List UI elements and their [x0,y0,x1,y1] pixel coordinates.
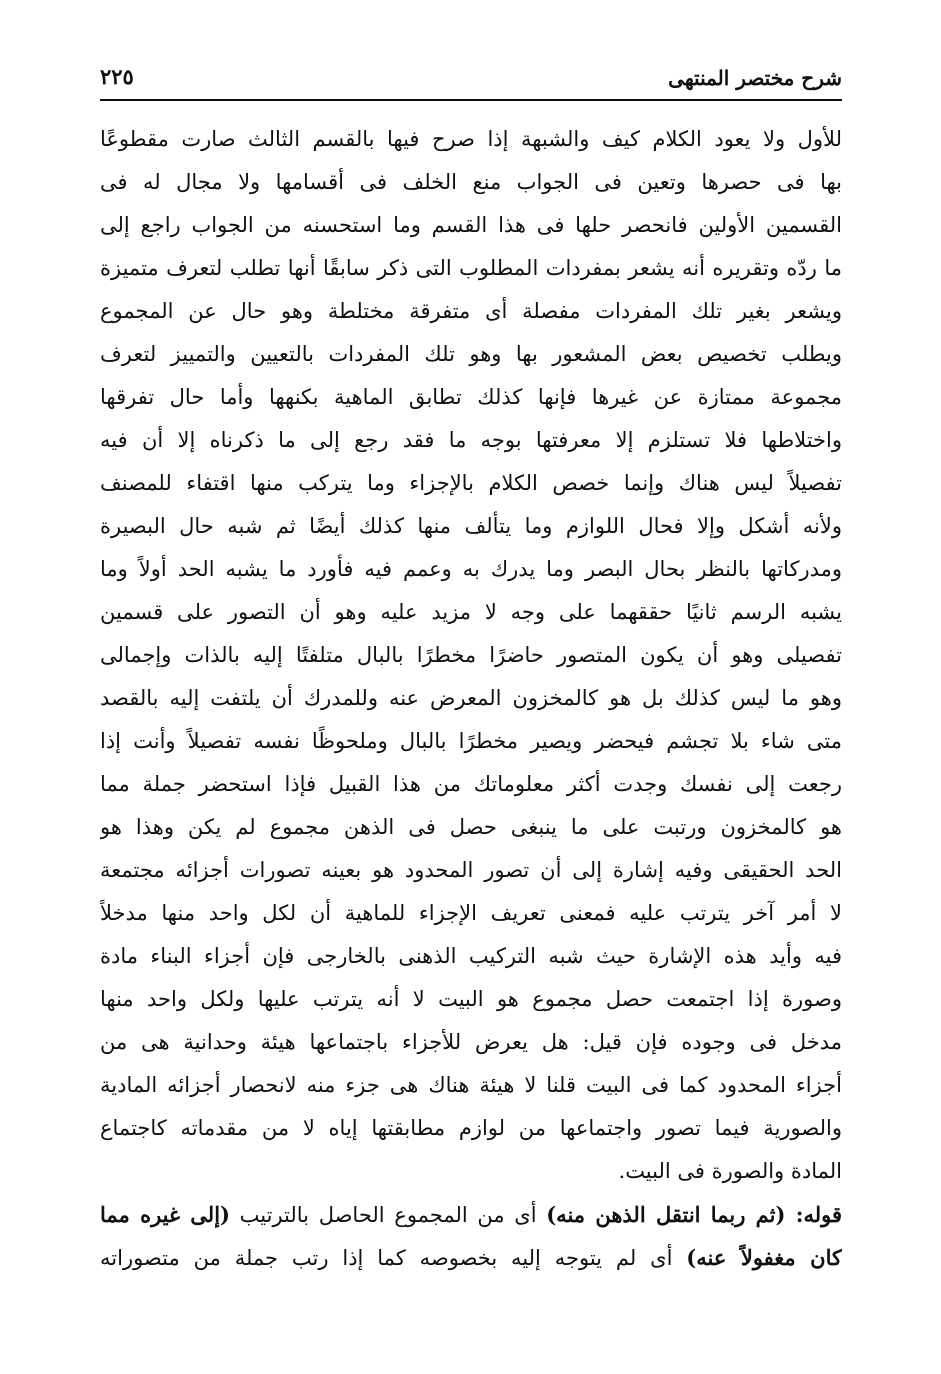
book-title: شرح مختصر المنتهى [668,66,842,90]
quoted-matn: (إلى غيره مما [100,1202,230,1227]
text-line: وهو ما ليس كذلك بل هو كالمخزون المعرض عنه وللمدرك أن يلتفت إليه بالقصد [100,686,842,710]
page-body [100,118,842,1279]
text-line: مدخل فى وجوده فإن قيل: هل يعرض للأجزاء باجتماعها هيئة وحدانية هى من [100,1030,842,1054]
text-line: بها فى حصرها وتعين فى الجواب منع الخلف فى أقسامها ولا مجال له فى [100,170,842,194]
text-line: ويطلب تخصيص بعض المشعور بها وهو تلك المفردات بالتعيين والتمييز لتعرف [100,342,842,366]
quoted-matn: قوله: (ثم ربما انتقل الذهن منه) [546,1202,842,1227]
header-rule [100,99,842,101]
text-line: أجزاء المحدود كما فى البيت قلنا لا هيئة هناك هى جزء منه لانحصار أجزائه المادية [100,1073,842,1097]
text-line: الحد الحقيقى وفيه إشارة إلى أن تصور المحدود هو بعينه تصورات أجزائه مجتمعة [100,858,842,882]
page-number: ٢٢٥ [100,64,134,89]
text-line: هو كالمخزون ورتبت على ما ينبغى حصل فى الذهن مجموع لم يكن وهذا هو [100,815,842,839]
text-line: متى شاء بلا تجشم فيحضر ويصير مخطرًا بالبال وملحوظًا نفسه تفصيلاً وأنت إذا [100,729,842,753]
text-line: تفصيلاً ليس هناك وإنما خصص الكلام بالإجزاء وما يتركب منها اقتفاء للمصنف [100,471,842,495]
commentary-line [100,1193,842,1236]
running-header [100,62,842,98]
text-line: فيه وأيد هذه الإشارة حيث شبه التركيب الذهنى بالخارجى فإن أجزاء البناء مادة [100,944,842,968]
text-line: وصورة إذا اجتمعت حصل مجموع هو البيت لا أنه يترتب عليها ولكل واحد منها [100,987,842,1011]
quoted-matn: كان مغفولاً عنه) [686,1245,842,1270]
text-line: واختلاطها فلا تستلزم إلا معرفتها بوجه ما فقد رجع إلى ما ذكرناه إلا أن فيه [100,428,842,452]
text-line: رجعت إلى نفسك وجدت أكثر معلوماتك من هذا القبيل فإذا استحضر جملة مما [100,772,842,796]
text-line: ويشعر بغير تلك المفردات مفصلة أى متفرقة مختلطة وهو حال عن المجموع [100,299,842,323]
text-line: للأول ولا يعود الكلام كيف والشبهة إذا صرح فيها بالقسم الثالث صارت مقطوعًا [100,127,842,151]
text-line: يشبه الرسم ثانيًا حققهما على وجه لا مزيد عليه وهو أن التصور على قسمين [100,600,842,624]
text-line: ومدركاتها بالنظر بحال البصر وما يدرك به وعمم فيه فأورد ما يشبه الحد أولاً وما [100,557,842,581]
text-line: المادة والصورة فى البيت. [618,1159,842,1183]
text-line: لا أمر آخر يترتب عليه فمعنى تعريف الإجزاء للماهية أن لكل واحد منها مدخلاً [100,901,842,925]
text-line: ولأنه أشكل وإلا فحال اللوازم وما يتألف منها كذلك أيضًا ثم شبه حال البصيرة [100,514,842,538]
commentary-text: أى لم يتوجه إليه بخصوصه كما إذا رتب جملة من متصوراته [100,1246,687,1270]
text-line: تفصيلى وهو أن يكون المتصور حاضرًا مخطرًا بالبال متلفتًا إليه بالذات وإجمالى [100,643,842,667]
commentary-line [100,1236,842,1279]
text-line: والصورية فيما تصور واجتماعها من لوازم مطابقتها إياه لا من مقدماته كاجتماع [100,1116,842,1140]
text-line: مجموعة ممتازة عن غيرها فإنها كذلك تطابق الماهية بكنهها وأما حال تفرقها [100,385,842,409]
text-line: القسمين الأولين فانحصر حلها فى هذا القسم وما استحسنه من الجواب راجع إلى [100,213,842,237]
text-line: ما ردّه وتقريره أنه يشعر بمفردات المطلوب التى ذكر سابقًا أنها تطلب لتعرف متميزة [100,256,842,280]
commentary-text: أى من المجموع الحاصل بالترتيب [229,1203,547,1227]
